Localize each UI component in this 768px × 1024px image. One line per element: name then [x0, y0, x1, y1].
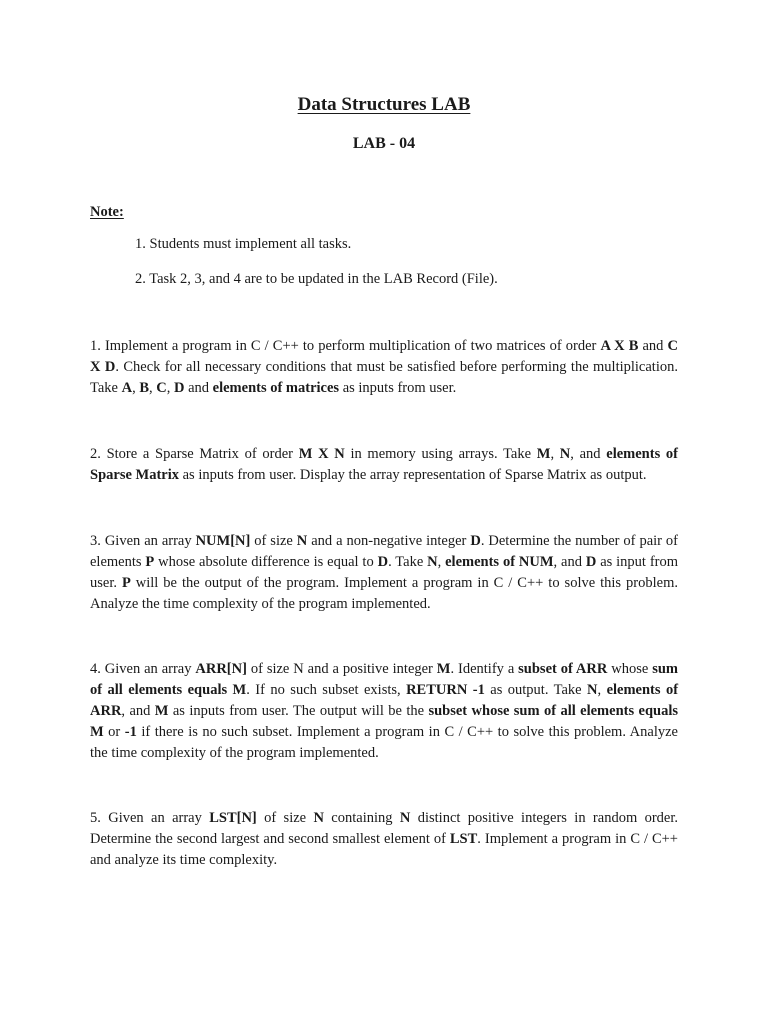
task-text: . Determine the number of pair of elements — [90, 533, 679, 570]
task-text: , — [597, 682, 607, 698]
task-text: distinct positive integers in random order. Determine the second largest and second smallest element of — [90, 810, 678, 847]
bold-term: subset of ARR — [518, 661, 608, 677]
document-subtitle: LAB - 04 — [352, 135, 416, 152]
task-text: 2. Store a Sparse Matrix of order — [90, 446, 299, 462]
bold-term: N — [296, 533, 308, 549]
bold-term: LST[N] — [209, 810, 257, 826]
task-text: if there is no such subset. Implement a program in C / C++ to solve this problem. Analyze the time complexity of the program implemented. — [90, 724, 678, 761]
task-text: , — [166, 380, 174, 396]
task-text: 1. Implement a program in C / C++ to perform multiplication of two matrices of order — [90, 338, 601, 354]
task-text: , — [550, 446, 560, 462]
task-text: . Take — [388, 554, 428, 570]
task-text: 3. Given an array — [90, 533, 196, 549]
task-4-paragraph — [90, 659, 678, 764]
task-1-paragraph — [90, 336, 678, 399]
bold-term: N — [587, 682, 598, 698]
task-text: whose absolute difference is equal to — [154, 554, 378, 570]
task-text: will be the output of the program. Implement a program in C / C++ to solve this problem. Analyze the time complexity of the program implemented. — [90, 575, 678, 612]
task-text: whose — [607, 661, 653, 677]
bold-term: B — [139, 380, 149, 396]
task-text: and — [184, 380, 213, 396]
bold-term: M — [154, 703, 169, 719]
document-title: Data Structures LAB — [297, 94, 471, 115]
task-text: in memory using arrays. Take — [344, 446, 537, 462]
task-text: of size — [256, 810, 314, 826]
bold-term: N — [399, 810, 411, 826]
bold-term: C X D — [90, 338, 678, 375]
task-text: and — [638, 338, 668, 354]
bold-term: P — [121, 575, 131, 591]
note-item: 1. Students must implement all tasks. — [135, 236, 352, 252]
bold-term: RETURN -1 — [406, 682, 485, 698]
task-text: , — [437, 554, 446, 570]
bold-term: M — [536, 446, 551, 462]
bold-term: N — [559, 446, 571, 462]
bold-term: elements of ARR — [90, 682, 679, 719]
bold-term: NUM[N] — [195, 533, 251, 549]
task-text: as input from user. — [90, 554, 679, 591]
bold-term: sum of all elements equals M — [90, 661, 678, 698]
bold-term: subset whose sum of all elements equals M — [90, 703, 678, 740]
bold-term: A — [121, 380, 133, 396]
bold-term: M X N — [298, 446, 345, 462]
bold-term: D — [377, 554, 389, 570]
task-text: , — [132, 380, 140, 396]
task-text: or — [103, 724, 125, 740]
task-text: containing — [323, 810, 400, 826]
task-text: 5. Given an array — [90, 810, 210, 826]
task-text: , and — [121, 703, 155, 719]
task-text: of size — [250, 533, 297, 549]
bold-term: D — [585, 554, 597, 570]
bold-term: N — [427, 554, 438, 570]
note-item: 2. Task 2, 3, and 4 are to be updated in the LAB Record (File). — [135, 271, 498, 287]
bold-term: -1 — [124, 724, 137, 740]
bold-term: elements of NUM — [445, 554, 554, 570]
task-text: as inputs from user. — [339, 380, 457, 396]
task-text: , — [149, 380, 157, 396]
task-text: , and — [570, 446, 607, 462]
bold-term: elements of Sparse Matrix — [90, 446, 679, 483]
task-2-paragraph — [90, 444, 678, 486]
task-text: . If no such subset exists, — [246, 682, 407, 698]
bold-term: D — [470, 533, 481, 549]
bold-term: elements of matrices — [212, 380, 340, 396]
task-text: as inputs from user. The output will be the — [168, 703, 429, 719]
task-text: . Check for all necessary conditions that must be satisfied before performing the multiplication. Take — [90, 359, 678, 396]
bold-term: D — [173, 380, 185, 396]
task-text: as inputs from user. Display the array representation of Sparse Matrix as output. — [179, 467, 647, 483]
bold-term: M — [436, 661, 451, 677]
bold-term: ARR[N] — [195, 661, 247, 677]
task-text: as output. Take — [484, 682, 588, 698]
task-text: . Implement a program in C / C++ and analyze its time complexity. — [90, 831, 678, 868]
task-5-paragraph — [90, 808, 678, 871]
bold-term: N — [313, 810, 324, 826]
task-text: and a non-negative integer — [307, 533, 471, 549]
bold-term: C — [156, 380, 167, 396]
task-text: . Identify a — [450, 661, 519, 677]
bold-term: P — [145, 554, 155, 570]
note-heading: Note: — [90, 204, 124, 220]
bold-term: LST — [449, 831, 478, 847]
task-text: of size N and a positive integer — [246, 661, 437, 677]
task-text: 4. Given an array — [90, 661, 196, 677]
task-text: , and — [553, 554, 586, 570]
bold-term: A X B — [600, 338, 639, 354]
task-3-paragraph — [90, 531, 678, 615]
